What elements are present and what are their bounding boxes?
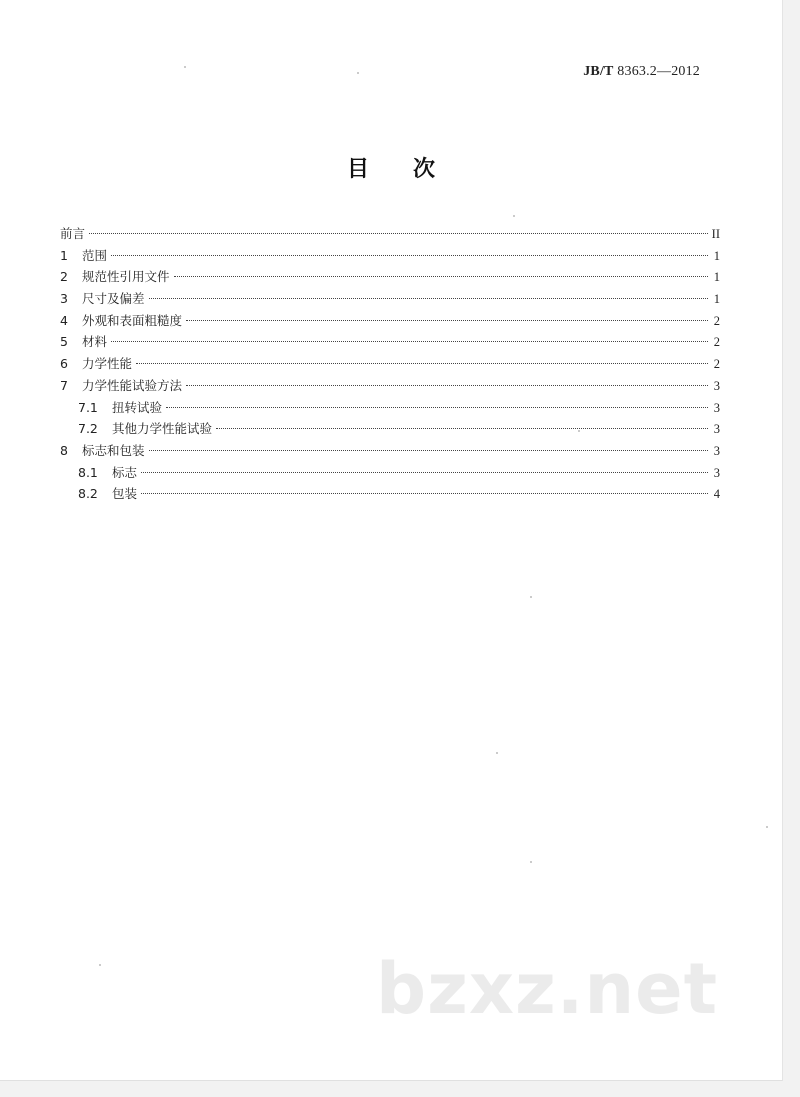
toc-entry[interactable] <box>60 440 720 462</box>
dot-leader <box>186 385 708 386</box>
scan-speck <box>766 826 768 828</box>
dot-leader <box>111 341 708 342</box>
toc-entry-page: 2 <box>713 335 720 350</box>
dot-leader <box>216 428 708 429</box>
scan-speck <box>578 430 580 432</box>
scan-speck <box>357 72 359 74</box>
toc-entry-number: 8 <box>60 442 68 458</box>
toc-entry-label: 扭转试验 <box>112 399 163 415</box>
toc-entry[interactable] <box>60 483 720 505</box>
page-title: 目次 <box>346 157 479 182</box>
toc-entry[interactable] <box>60 310 720 332</box>
dot-leader <box>174 276 708 277</box>
toc-entry-label: 力学性能试验方法 <box>82 377 183 393</box>
toc-entry-label: 尺寸及偏差 <box>82 291 145 307</box>
toc-entry-number: 4 <box>60 312 68 328</box>
toc-entry-label: 范围 <box>82 247 108 263</box>
toc-entry-number: 2 <box>60 269 68 285</box>
toc-entry[interactable] <box>60 288 720 310</box>
dot-leader <box>186 320 708 321</box>
toc-entry-label: 材料 <box>82 334 108 350</box>
toc-entry-page: 2 <box>713 313 720 328</box>
toc-entry-page: II <box>711 227 720 241</box>
dot-leader <box>149 298 708 299</box>
toc-entry-label: 力学性能 <box>82 356 133 372</box>
toc-entry-label: 标志 <box>112 464 138 480</box>
toc-entry[interactable] <box>60 353 720 375</box>
watermark: bzxz.net <box>376 948 719 1030</box>
toc-entry-label: 包装 <box>112 486 138 502</box>
toc-entry-page: 1 <box>713 292 720 307</box>
toc-entry-page: 3 <box>713 465 720 480</box>
toc-entry-number: 7.1 <box>78 399 98 415</box>
toc-entry[interactable] <box>60 266 720 288</box>
toc-entry[interactable] <box>60 397 720 419</box>
dot-leader <box>149 450 708 451</box>
toc-entry[interactable] <box>60 418 720 440</box>
toc-entry-page: 1 <box>713 248 720 263</box>
toc-entry[interactable] <box>60 462 720 484</box>
toc-entry-page: 3 <box>713 443 720 458</box>
toc-entry-number: 3 <box>60 291 68 307</box>
toc-entry-label: 规范性引用文件 <box>82 269 170 285</box>
scan-speck <box>530 861 532 863</box>
toc-entry-label: 前言 <box>60 226 86 241</box>
scan-speck <box>496 752 498 754</box>
dot-leader <box>136 363 708 364</box>
toc-entry[interactable] <box>60 375 720 397</box>
toc-entry-number: 7 <box>60 377 68 393</box>
toc-entry-number: 5 <box>60 334 68 350</box>
toc-entry-label: 外观和表面粗糙度 <box>82 312 183 328</box>
toc-entry-number: 6 <box>60 356 68 372</box>
scan-speck <box>513 215 515 217</box>
toc-entry-page: 1 <box>713 270 720 285</box>
toc-entry-page: 3 <box>713 378 720 393</box>
toc-entry-page: 2 <box>713 357 720 372</box>
toc-entry-page: 3 <box>713 422 720 437</box>
toc-entry-label: 标志和包装 <box>82 442 145 458</box>
dot-leader <box>89 233 708 234</box>
toc-entry[interactable] <box>60 245 720 267</box>
scan-speck <box>99 964 101 966</box>
toc-entry-number: 7.2 <box>78 421 98 437</box>
scan-speck <box>530 596 532 598</box>
toc-entry-page: 4 <box>713 487 720 502</box>
toc-entry-number: 8.1 <box>78 464 98 480</box>
scan-speck <box>184 66 186 68</box>
dot-leader <box>166 407 708 408</box>
toc-entry-number: 8.2 <box>78 486 98 502</box>
standard-code-prefix: JB/T <box>583 64 614 79</box>
toc-entry-page: 3 <box>713 400 720 415</box>
toc-entry-number: 1 <box>60 247 68 263</box>
standard-code-number: 8363.2—2012 <box>613 64 700 79</box>
table-of-contents <box>60 223 720 505</box>
toc-entry[interactable] <box>60 223 720 245</box>
toc-entry[interactable] <box>60 331 720 353</box>
dot-leader <box>111 255 708 256</box>
standard-code <box>583 64 700 80</box>
dot-leader <box>141 493 708 494</box>
toc-entry-label: 其他力学性能试验 <box>112 421 213 437</box>
dot-leader <box>141 472 708 473</box>
